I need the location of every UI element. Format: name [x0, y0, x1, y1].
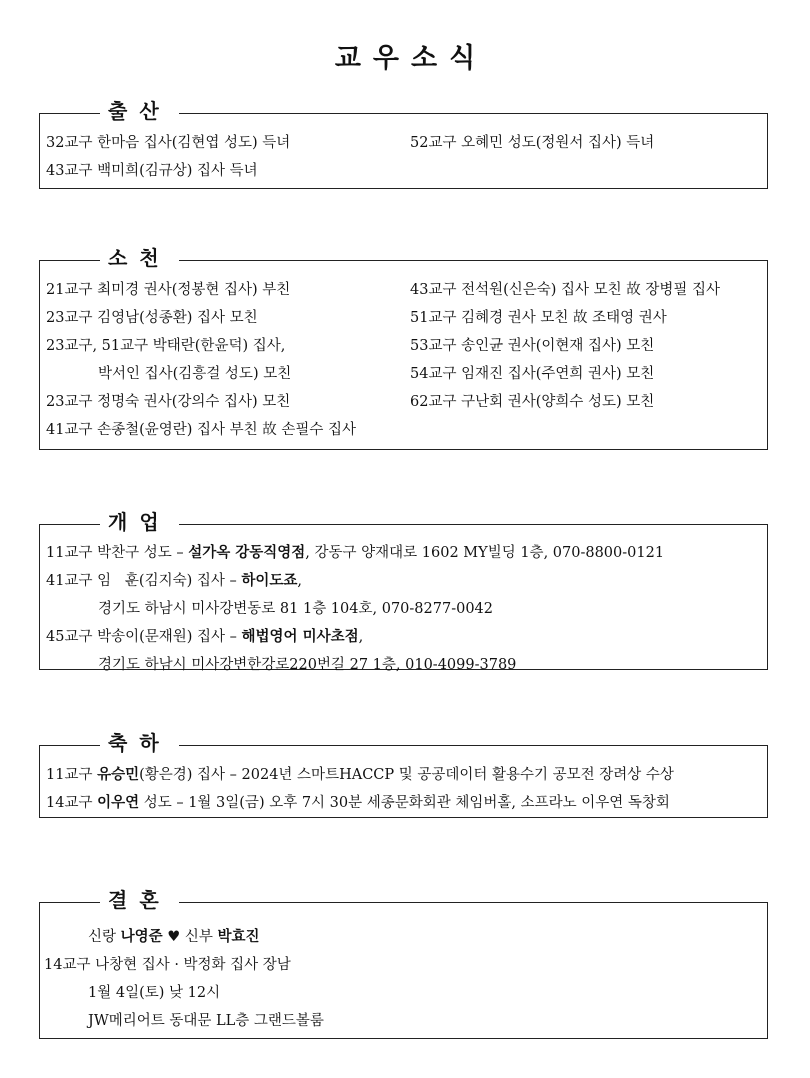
list-item: 43교구 백미희(김규상) 집사 득녀 — [46, 163, 258, 179]
address-line: 경기도 하남시 미사강변한강로220번길 27 1층, 010-4099-3789 — [98, 657, 517, 673]
venue-line: JW메리어트 동대문 LL층 그랜드볼룸 — [88, 1013, 324, 1029]
list-item: 23교구, 51교구 박태란(한윤덕) 집사, 53교구 송인균 권사(이현재 집사) 모친 — [46, 338, 655, 354]
date-line: 1월 4일(토) 낮 12시 — [88, 985, 221, 1001]
list-item: 14교구 이우연 성도 – 1월 3일(금) 오후 7시 30분 세종문화회관 체임버홀, 소프라노 이우연 독창회 — [46, 794, 670, 811]
list-item: 11교구 유승민(황은경) 집사 – 2024년 스마트HACCP 및 공공데이터 활용수기 공모전 장려상 수상 — [46, 766, 674, 783]
congrats-heading: 축하 — [100, 729, 179, 757]
list-item: 21교구 최미경 권사(정봉현 집사) 부친 43교구 전석원(신은숙) 집사 모친 故 장병필 집사 — [46, 282, 721, 298]
opening-heading: 개업 — [100, 508, 179, 536]
list-item: 41교구 임 훈(김지숙) 집사 – 하이도죠, — [46, 572, 302, 589]
opening-section — [39, 510, 768, 673]
list-item: 32교구 한마음 집사(김현엽 성도) 득녀 52교구 오혜민 성도(정원서 집사) 득녀 — [46, 135, 655, 151]
death-heading: 소천 — [100, 244, 179, 272]
death-section — [39, 246, 768, 450]
list-item: 23교구 정명숙 권사(강의수 집사) 모친 62교구 구난회 권사(양희수 성도) 모친 — [46, 394, 655, 410]
list-item: 41교구 손종철(윤영란) 집사 부친 故 손필수 집사 — [46, 422, 357, 438]
list-item: 11교구 박찬구 성도 – 설가옥 강동직영점, 강동구 양재대로 1602 MY빌딩 1층, 070-8800-0121 — [46, 544, 665, 561]
list-item: 23교구 김영남(성종환) 집사 모친 51교구 김혜경 권사 모친 故 조태영 권사 — [46, 310, 667, 326]
list-item: 박서인 집사(김흥걸 성도) 모친 54교구 임재진 집사(주연희 권사) 모친 — [98, 366, 655, 382]
birth-section — [39, 99, 768, 189]
address-line: 경기도 하남시 미사강변동로 81 1층 104호, 070-8277-0042 — [98, 601, 493, 617]
wedding-heading: 결혼 — [100, 886, 179, 914]
page-title: 교우소식 — [334, 43, 488, 74]
birth-heading: 출산 — [100, 97, 179, 125]
heart-icon: ♥ — [167, 929, 181, 945]
wedding-section — [39, 888, 768, 1039]
list-item: 45교구 박송이(문재원) 집사 – 해법영어 미사초점, — [46, 628, 364, 645]
congrats-section — [39, 731, 768, 818]
couple-line: 신랑 나영준 ♥ 신부 박효진 — [88, 928, 260, 945]
family-line: 14교구 나창현 집사 · 박정화 집사 장남 — [44, 957, 291, 973]
